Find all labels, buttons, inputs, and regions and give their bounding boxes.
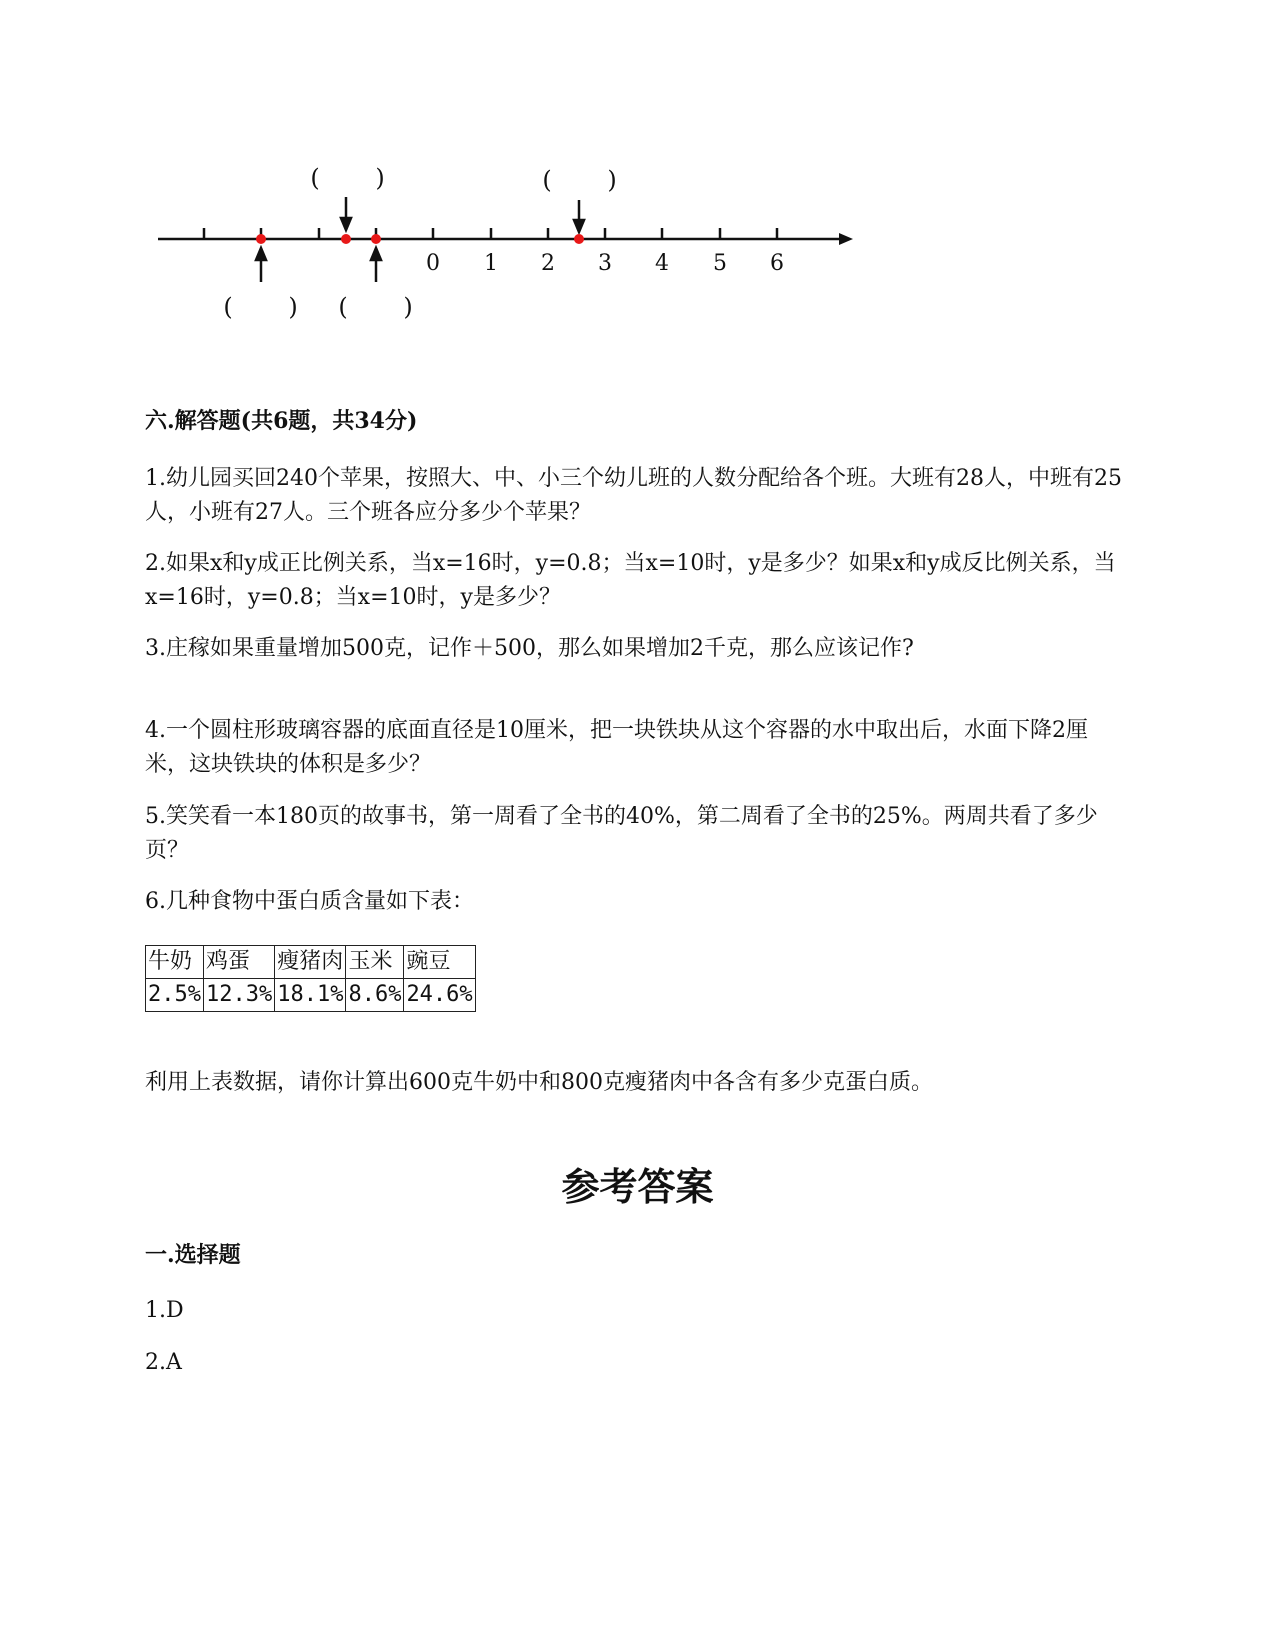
tick-label: 1 xyxy=(484,251,498,276)
answer-paren: ( xyxy=(310,164,320,192)
question-6: 6.几种食物中蛋白质含量如下表： xyxy=(145,889,474,914)
answer-paren: ( xyxy=(223,293,233,321)
tick-label: 6 xyxy=(770,251,784,276)
question-3: 3.庄稼如果重量增加500克，记作＋500，那么如果增加2千克，那么应该记作? xyxy=(145,636,914,661)
table-cell: 2.5% xyxy=(146,979,204,1012)
arrow-down-head xyxy=(574,220,584,232)
point-marker xyxy=(256,234,266,244)
question-1: 1.幼儿园买回240个苹果，按照大、中、小三个幼儿班的人数分配给各个班。大班有28人，中班有25人，小班有27人。三个班各应分多少个苹果？ xyxy=(145,466,1122,525)
tick-label: 3 xyxy=(598,251,612,276)
answer-paren: ) xyxy=(375,164,385,192)
table-row xyxy=(146,979,476,1012)
table-cell: 12.3% xyxy=(203,979,274,1012)
arrow-down-head xyxy=(341,218,351,230)
table-cell: 18.1% xyxy=(275,979,346,1012)
table-header-cell: 豌豆 xyxy=(404,946,475,979)
arrow-up-head xyxy=(256,248,266,260)
tick-label: 0 xyxy=(426,251,440,276)
question-4: 4.一个圆柱形玻璃容器的底面直径是10厘米，把一块铁块从这个容器的水中取出后，水面下降2厘米，这块铁块的体积是多少？ xyxy=(145,718,1088,777)
answer-paren: ( xyxy=(338,293,348,321)
answer-key-title: 参考答案 xyxy=(561,1164,714,1209)
table-header-cell: 玉米 xyxy=(346,946,404,979)
tick-label: 5 xyxy=(713,251,727,276)
answer-paren: ) xyxy=(403,293,413,321)
point-marker xyxy=(341,234,351,244)
point-marker xyxy=(371,234,381,244)
section-1-title: 一.选择题 xyxy=(145,1242,241,1268)
tick-marks xyxy=(204,228,777,239)
answer-paren: ) xyxy=(288,293,298,321)
table-header-cell: 牛奶 xyxy=(146,946,204,979)
number-line-figure xyxy=(150,160,910,350)
table-header-cell: 鸡蛋 xyxy=(203,946,274,979)
question-2: 2.如果x和y成正比例关系，当x=16时，y=0.8；当x=10时，y是多少？如果x和y成反比例关系，当x=16时，y=0.8；当x=10时，y是多少？ xyxy=(145,551,1116,610)
answer-2: 2.A xyxy=(145,1350,182,1375)
table-header-cell: 瘦猪肉 xyxy=(275,946,346,979)
protein-table xyxy=(145,945,476,1012)
answer-paren: ) xyxy=(607,166,617,194)
answer-paren: ( xyxy=(542,166,552,194)
arrow-up-head xyxy=(371,248,381,260)
question-6-followup: 利用上表数据，请你计算出600克牛奶中和800克瘦猪肉中各含有多少克蛋白质。 xyxy=(145,1070,933,1095)
table-cell: 8.6% xyxy=(346,979,404,1012)
table-cell: 24.6% xyxy=(404,979,475,1012)
tick-label: 2 xyxy=(541,251,555,276)
table-header-row xyxy=(146,946,476,979)
section-6-title: 六.解答题(共6题，共34分) xyxy=(145,408,418,434)
answer-1: 1.D xyxy=(145,1298,184,1323)
question-5: 5.笑笑看一本180页的故事书，第一周看了全书的40%，第二周看了全书的25%。两周共看了多少页？ xyxy=(145,804,1098,863)
tick-label: 4 xyxy=(655,251,669,276)
number-line-arrowhead xyxy=(839,233,853,245)
point-marker xyxy=(574,234,584,244)
